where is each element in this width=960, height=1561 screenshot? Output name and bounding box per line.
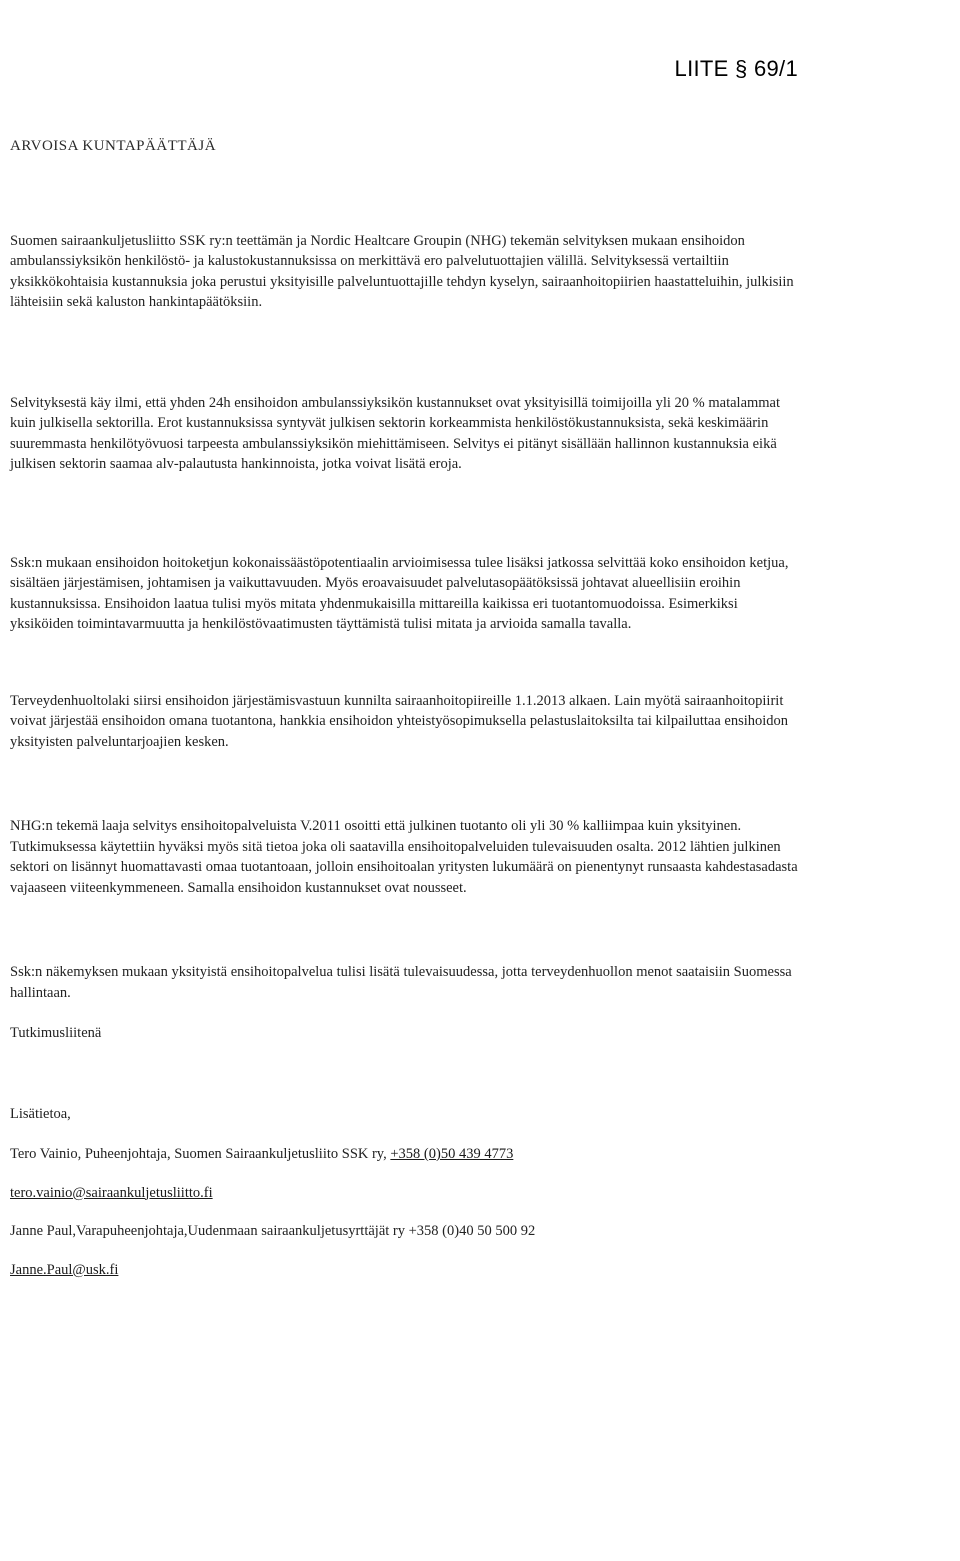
paragraph-2: Selvityksestä käy ilmi, että yhden 24h ensihoidon ambulanssiyksikön kustannukset ovat yksityisillä toimijoilla yli 20 % matalammat kuin julkisella sektorilla. Erot kustannuksissa syntyvät julkisen sektorin korkeammista henkilöstökustannuksista, sekä keskimäärin suuremmasta henkilötyövuosi tarpeesta ambulanssiyksikön miehittämiseen. Selvitys ei pitänyt sisällään hallinnon kustannuksia eikä julkisen sektorin saamaa alv-palautusta hankinnoista, jotka voivat lisätä eroja. — [10, 394, 781, 472]
paragraph-6: Ssk:n näkemyksen mukaan yksityistä ensihoitopalvelua tulisi lisätä tulevaisuudessa, jotta terveydenhuollon menot saataisiin Suomessa hallintaan. — [10, 964, 792, 1001]
contact-janne — [10, 1221, 800, 1242]
contact-tero-email-row — [10, 1183, 800, 1204]
letter-body — [10, 136, 800, 1298]
contact-tero-email-link[interactable]: tero.vainio@sairaankuljetusliitto.fi — [10, 1184, 213, 1201]
contact-janne-email-row — [10, 1260, 800, 1281]
letter-heading: ARVOISA KUNTAPÄÄTTÄJÄ — [10, 138, 217, 154]
contact-janne-email-link[interactable]: Janne.Paul@usk.fi — [10, 1261, 119, 1278]
contact-tero-text: Tero Vainio, Puheenjohtaja, Suomen Sairaankuljetusliito SSK ry, — [10, 1146, 391, 1162]
contact-tero — [10, 1144, 800, 1165]
contact-tero-phone-link[interactable]: +358 (0)50 439 4773 — [390, 1146, 514, 1162]
paragraph-1: Suomen sairaankuljetusliitto SSK ry:n teettämän ja Nordic Healtcare Groupin (NHG) tekemän selvityksen mukaan ensihoidon ambulanssiyksikön henkilöstö- ja kalustokustannuksissa on merkittävä ero palvelutuottajien välillä. Selvityksessä vertailtiin yksikkökohtaisia kustannuksia joka perustui yksityisille palveluntuottajille tehdyn kyselyn, sairaanhoitopiirien haastatteluihin, julkisiin lähteisiin sekä kaluston hankintapäätöksiin. — [10, 232, 794, 310]
contacts-heading: Lisätietoa, — [10, 1105, 71, 1122]
paragraph-5: NHG:n tekemä laaja selvitys ensihoitopalveluista V.2011 osoitti että julkinen tuotanto oli yli 30 % kalliimpaa kuin yksityinen. Tutkimuksessa käytettiin hyväksi myös sitä tietoa joka oli saatavilla ensihoitopalveluiden tulevaisuuden osalta. 2012 lähtien julkinen sektori on lisännyt huomattavasti omaa tuotantoaan, jolloin ensihoitoalan yritysten lukumäärä on pienentynyt runsaasta kahdestasadasta vajaaseen viiteenkymmeneen. Samalla ensihoidon kustannukset ovat nousseet. — [10, 818, 798, 896]
attachment-note: Tutkimusliitenä — [10, 1025, 102, 1041]
page-label: LIITE § 69/1 — [674, 56, 798, 81]
contact-janne-text: Janne Paul,Varapuheenjohtaja,Uudenmaan sairaankuljetusyrttäjät ry +358 (0)40 50 500 92 — [10, 1223, 536, 1239]
paragraph-4: Terveydenhuoltolaki siirsi ensihoidon järjestämisvastuun kunnilta sairaanhoitopiireille 1.1.2013 alkaen. Lain myötä sairaanhoitopiirit voivat järjestää ensihoidon omana tuotantona, hankkia ensihoidon yhteistyösopimuksella pelastuslaitoksilta tai kilpailuttaa ensihoidon yksityisten palveluntarjoajien kesken. — [10, 692, 789, 750]
paragraph-3: Ssk:n mukaan ensihoidon hoitoketjun kokonaissäästöpotentiaalin arvioimisessa tulee lisäksi jatkossa selvittää koko ensihoidon ketjua, sisältäen järjestämisen, johtamisen ja vaikuttavuuden. Myös eroavaisuudet palvelutasopäätöksissä johtavat alueellisiin eroihin kustannuksissa. Ensihoidon laatua tulisi myös mitata yhdenmukaisilla mittareilla kaikissa eri tuotantomuodoissa. Esimerkiksi yksiköiden toimintavarmuutta ja henkilöstövaatimusten täyttämistä tulisi mitata ja arvioida samalla tavalla. — [10, 554, 789, 632]
